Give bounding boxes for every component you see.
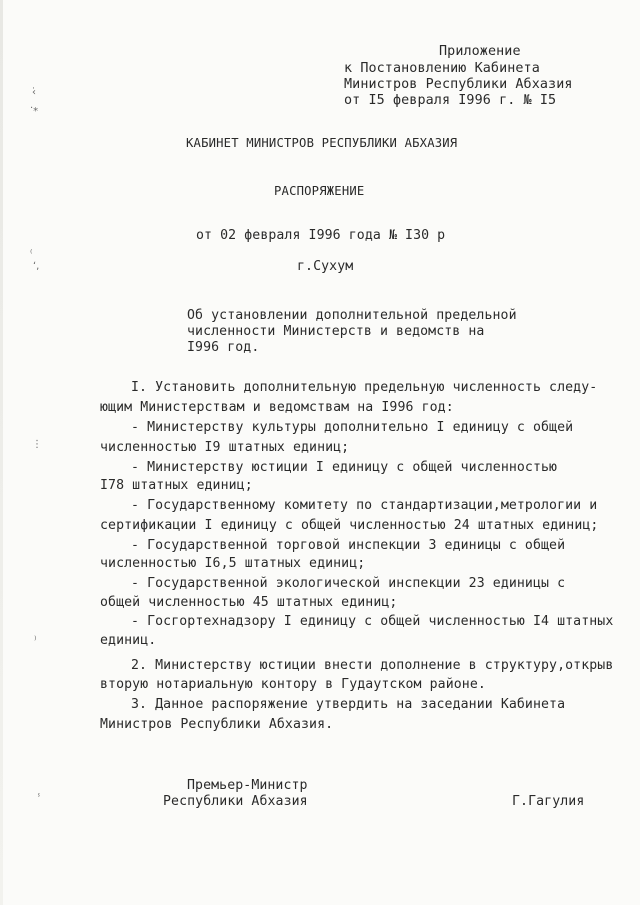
paragraph-2: вторую нотариальную контору в Гудаутском районе. — [100, 677, 486, 692]
scan-mark: ʻ, — [33, 261, 40, 272]
list-item: сертификации I единицу с общей численностью 24 штатных единиц; — [100, 518, 599, 533]
list-item: численностью I6,5 штатных единиц; — [100, 556, 366, 571]
list-item: единиц. — [100, 633, 157, 648]
signatory-title: Премьер-Министр — [187, 778, 308, 793]
scan-mark: ‹̇ — [32, 87, 36, 98]
annex-line: Министров Республики Абхазия — [344, 77, 573, 92]
authority-title: КАБИНЕТ МИНИСТРОВ РЕСПУБЛИКИ АБХАЗИЯ — [186, 136, 458, 150]
scan-mark: ·⁎ — [30, 103, 39, 114]
scan-mark: ⸯ — [36, 795, 42, 806]
list-item: численностью I9 штатных единиц; — [100, 440, 350, 455]
list-item: - Госгортехнадзору I единицу с общей численностью I4 штатных — [131, 614, 614, 629]
paragraph-1: ющим Министерствам и ведомствам на I996 год: — [100, 400, 454, 415]
annex-line: Приложение — [439, 44, 521, 59]
subject-line: численности Министерств и ведомств на — [187, 324, 485, 339]
annex-line: к Постановлению Кабинета — [344, 61, 540, 76]
signatory-name: Г.Гагулия — [512, 794, 585, 809]
list-item: I78 штатных единиц; — [100, 478, 253, 493]
signatory-title: Республики Абхазия — [163, 794, 308, 809]
document-type: РАСПОРЯЖЕНИЕ — [274, 184, 365, 198]
scan-mark: ⁾ — [34, 635, 37, 646]
scan-edge — [0, 0, 3, 905]
annex-line: от I5 февраля I996 г. № I5 — [344, 93, 557, 108]
list-item: - Министерству юстиции I единицу с общей численностью — [131, 460, 558, 475]
list-item: общей численностью 45 штатных единиц; — [100, 595, 398, 610]
paragraph-3: Министров Республики Абхазия. — [100, 717, 334, 732]
scan-mark: ⋮ — [32, 439, 42, 450]
scan-mark: ₍ — [30, 245, 33, 256]
document-date-number: от 02 февраля I996 года № I30 р — [196, 228, 446, 243]
document-city: г.Сухум — [297, 259, 354, 274]
paragraph-3: 3. Данное распоряжение утвердить на заседании Кабинета — [131, 697, 566, 712]
list-item: - Министерству культуры дополнительно I единицу с общей — [131, 420, 574, 435]
list-item: - Государственной экологической инспекции 23 единицы с — [131, 576, 566, 591]
paragraph-2: 2. Министерству юстиции внести дополнение в структуру,открыв — [131, 658, 614, 673]
list-item: - Государственной торговой инспекции 3 единицы с общей — [131, 538, 566, 553]
list-item: - Государственному комитету по стандартизации,метрологии и — [131, 498, 598, 513]
subject-line: I996 год. — [187, 340, 260, 355]
subject-line: Об установлении дополнительной предельной — [187, 308, 517, 323]
paragraph-1: I. Установить дополнительную предельную численность следу- — [131, 380, 598, 395]
